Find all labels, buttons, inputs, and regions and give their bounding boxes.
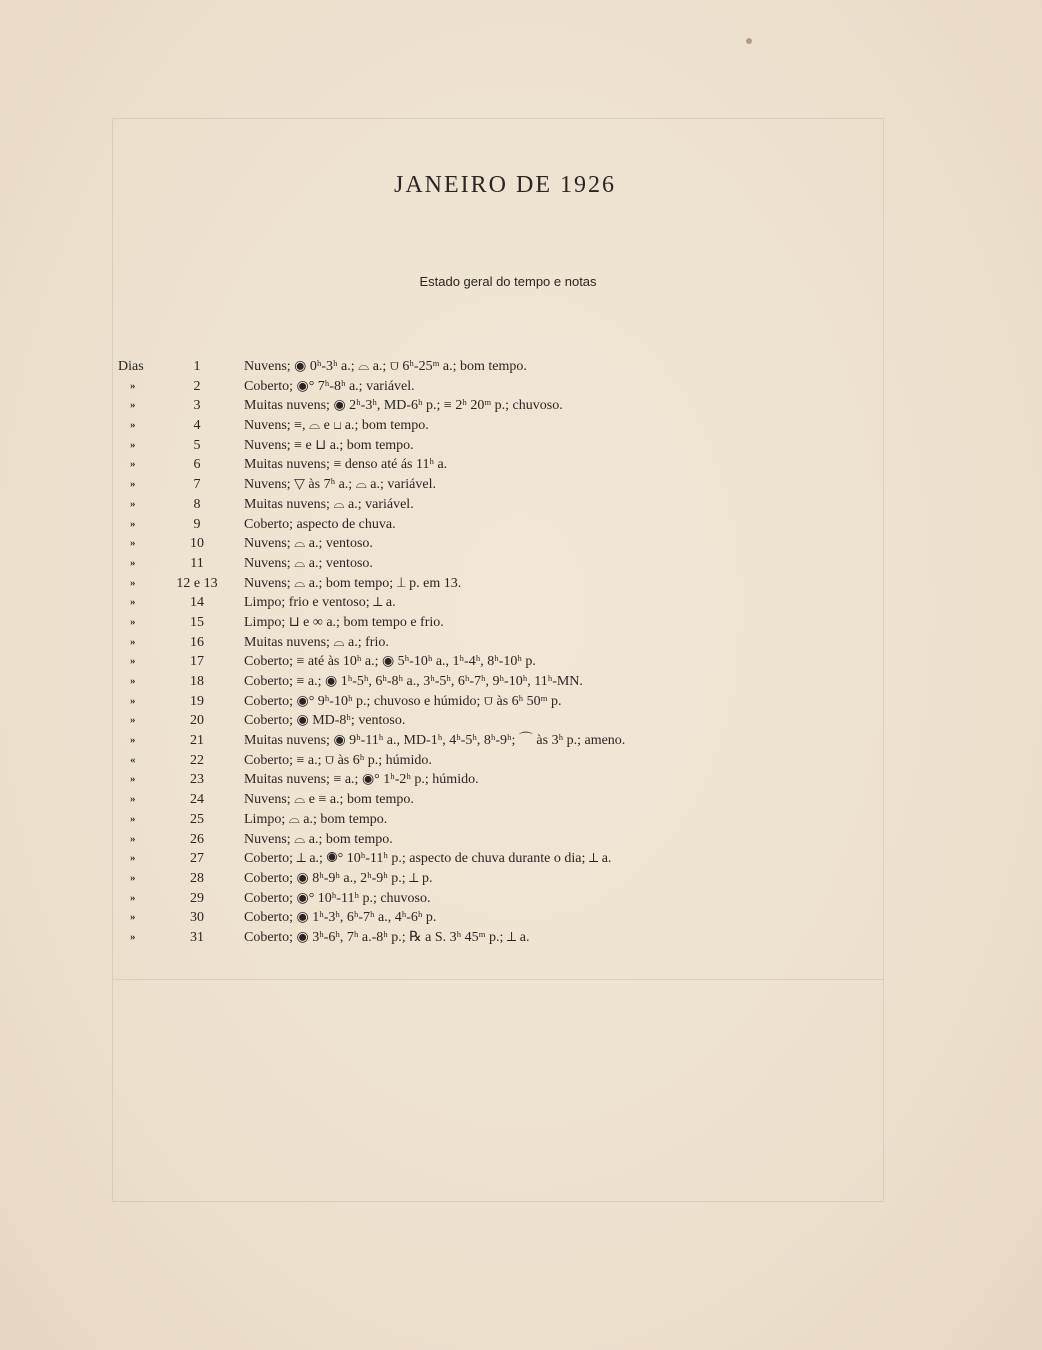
weather-note: Coberto; ◉° 9ʰ-10ʰ p.; chuvoso e húmido; ⩌ às 6ʰ 50ᵐ p. <box>244 693 562 709</box>
ditto-mark: » <box>130 675 136 687</box>
weather-note: Muitas nuvens; ◉ 2ʰ-3ʰ, MD-6ʰ p.; ≡ 2ʰ 20ᵐ p.; chuvoso. <box>244 398 563 414</box>
table-row <box>0 770 1042 790</box>
table-row <box>0 928 1042 948</box>
weather-note: Coberto; ◉° 7ʰ-8ʰ a.; variável. <box>244 378 415 394</box>
weather-note: Coberto; ≡ a.; ◉ 1ʰ-5ʰ, 6ʰ-8ʰ a., 3ʰ-5ʰ, 6ʰ-7ʰ, 9ʰ-10ʰ, 11ʰ-MN. <box>244 674 583 689</box>
ditto-mark: » <box>130 576 136 589</box>
day-number: 19 <box>190 693 204 709</box>
weather-note: Nuvens; ≡ e ⊔ a.; bom tempo. <box>244 437 414 453</box>
table-row <box>0 436 1042 456</box>
table-row <box>0 731 1042 751</box>
ditto-mark: » <box>130 635 136 648</box>
ditto-mark: » <box>130 596 136 609</box>
weather-note: Coberto; ◉ MD-8ʰ; ventoso. <box>244 713 406 729</box>
ditto-mark: » <box>130 458 136 471</box>
section-subtitle: Estado geral do tempo e notas <box>419 274 597 289</box>
ditto-mark: » <box>130 734 136 747</box>
table-row <box>0 672 1042 692</box>
weather-note: Coberto; aspecto de chuva. <box>244 516 396 532</box>
table-row <box>0 692 1042 712</box>
table-row <box>0 495 1042 515</box>
ditto-mark: » <box>130 930 136 943</box>
ditto-mark: » <box>130 615 136 628</box>
day-number: 20 <box>190 713 204 729</box>
weather-note: Coberto; ⟂ a.; ◉° 10ʰ-11ʰ p.; aspecto de chuva durante o dia; ⟂ a. <box>244 851 612 867</box>
ditto-mark: « <box>130 753 136 766</box>
ditto-mark: » <box>130 852 136 865</box>
table-row <box>0 849 1042 869</box>
table-row <box>0 869 1042 889</box>
table-row <box>0 416 1042 436</box>
weather-note: Limpo; frio e ventoso; ⟂ a. <box>244 595 396 611</box>
table-row <box>0 908 1042 928</box>
ditto-mark: » <box>130 655 136 668</box>
table-row <box>0 633 1042 653</box>
weather-note: Muitas nuvens; ≡ denso até ás 11ʰ a. <box>244 457 448 473</box>
weather-note: Muitas nuvens; ⌓ a.; variável. <box>244 496 414 512</box>
table-row <box>0 593 1042 613</box>
ditto-mark: » <box>130 832 136 845</box>
table-row <box>0 613 1042 633</box>
ditto-mark: » <box>130 478 136 491</box>
entries-list <box>0 357 1042 948</box>
day-number: 14 <box>190 595 204 611</box>
day-number: 21 <box>190 733 204 749</box>
day-number: 29 <box>190 890 204 906</box>
table-row <box>0 751 1042 771</box>
table-row <box>0 396 1042 416</box>
ditto-mark: » <box>130 399 136 412</box>
table-row <box>0 515 1042 535</box>
day-number: 9 <box>193 516 201 532</box>
ditto-mark: » <box>130 419 136 432</box>
day-number: 10 <box>190 536 204 552</box>
day-number: 15 <box>190 614 204 630</box>
table-row <box>0 475 1042 495</box>
day-number: 30 <box>190 910 204 926</box>
day-number: 16 <box>190 634 204 650</box>
table-row <box>0 889 1042 909</box>
ditto-mark: » <box>130 517 136 530</box>
weather-note: Limpo; ⊔ e ∞ a.; bom tempo e frio. <box>244 614 444 630</box>
weather-note: Nuvens; ⌓ a.; ventoso. <box>244 555 373 571</box>
day-number: 28 <box>190 870 204 886</box>
weather-note: Muitas nuvens; ⌓ a.; frio. <box>244 634 389 650</box>
ditto-mark: » <box>130 537 136 550</box>
ditto-mark: » <box>130 379 136 392</box>
ditto-mark: » <box>130 773 136 786</box>
table-row <box>0 534 1042 554</box>
day-number: 26 <box>190 831 204 847</box>
ditto-mark: » <box>130 891 136 904</box>
day-number: 24 <box>190 792 204 808</box>
dias-label: Dias <box>118 359 144 374</box>
day-number: 6 <box>193 457 201 473</box>
weather-note: Muitas nuvens; ≡ a.; ◉° 1ʰ-2ʰ p.; húmido. <box>244 772 479 788</box>
weather-note: Nuvens; ≡, ⌓ e ⊔ a.; bom tempo. <box>244 418 429 434</box>
table-row <box>0 711 1042 731</box>
weather-note: Coberto; ◉° 10ʰ-11ʰ p.; chuvoso. <box>244 890 431 906</box>
weather-note: Nuvens; ⌓ a.; bom tempo; ⟂ p. em 13. <box>244 575 462 591</box>
day-number: 1 <box>193 359 201 374</box>
day-number: 25 <box>190 811 204 827</box>
ditto-mark: » <box>130 497 136 510</box>
day-number: 11 <box>190 555 204 571</box>
page-title: JANEIRO DE 1926 <box>394 172 616 198</box>
ditto-mark: » <box>130 694 136 707</box>
paper-spot <box>746 38 752 44</box>
day-number: 8 <box>193 496 201 512</box>
table-row <box>0 790 1042 810</box>
day-number: 4 <box>193 418 201 434</box>
ditto-mark: » <box>130 556 136 569</box>
ditto-mark: » <box>130 438 136 451</box>
day-number: 12 e 13 <box>176 575 218 591</box>
ditto-mark: » <box>130 793 136 806</box>
weather-note: Nuvens; ◉ 0ʰ-3ʰ a.; ⌓ a.; ⩌ 6ʰ-25ᵐ a.; bom tempo. <box>244 359 527 374</box>
table-row <box>0 554 1042 574</box>
day-number: 18 <box>190 674 204 689</box>
ditto-mark: » <box>130 812 136 825</box>
weather-note: Coberto; ◉ 8ʰ-9ʰ a., 2ʰ-9ʰ p.; ⟂ p. <box>244 870 433 886</box>
table-row <box>0 810 1042 830</box>
table-row <box>0 377 1042 397</box>
day-number: 2 <box>193 378 201 394</box>
ditto-mark: » <box>130 871 136 884</box>
ditto-mark: » <box>130 911 136 924</box>
weather-note: Coberto; ◉ 1ʰ-3ʰ, 6ʰ-7ʰ a., 4ʰ-6ʰ p. <box>244 910 437 926</box>
weather-note: Nuvens; ⌓ a.; bom tempo. <box>244 831 393 847</box>
day-number: 31 <box>190 929 204 945</box>
weather-note: Coberto; ≡ a.; ⩌ às 6ʰ p.; húmido. <box>244 752 432 768</box>
weather-note: Nuvens; ▽ às 7ʰ a.; ⌓ a.; variável. <box>244 477 436 493</box>
weather-note: Muitas nuvens; ◉ 9ʰ-11ʰ a., MD-1ʰ, 4ʰ-5ʰ, 8ʰ-9ʰ; ⌒ às 3ʰ p.; ameno. <box>244 733 626 749</box>
table-row <box>0 357 1042 377</box>
day-number: 23 <box>190 772 204 788</box>
day-number: 5 <box>193 437 201 453</box>
weather-note: Nuvens; ⌓ e ≡ a.; bom tempo. <box>244 792 414 808</box>
table-row <box>0 574 1042 594</box>
day-number: 22 <box>190 752 204 768</box>
weather-note: Nuvens; ⌓ a.; ventoso. <box>244 536 373 552</box>
weather-note: Coberto; ◉ 3ʰ-6ʰ, 7ʰ a.-8ʰ p.; ℞ a S. 3ʰ 45ᵐ p.; ⟂ a. <box>244 929 530 945</box>
table-row <box>0 830 1042 850</box>
weather-note: Coberto; ≡ até às 10ʰ a.; ◉ 5ʰ-10ʰ a., 1ʰ-4ʰ, 8ʰ-10ʰ p. <box>244 654 536 670</box>
day-number: 7 <box>193 477 201 493</box>
weather-note: Limpo; ⌓ a.; bom tempo. <box>244 811 388 827</box>
table-row <box>0 652 1042 672</box>
day-number: 3 <box>193 398 201 414</box>
day-number: 27 <box>190 851 204 867</box>
ditto-mark: » <box>130 714 136 727</box>
table-row <box>0 455 1042 475</box>
day-number: 17 <box>190 654 204 670</box>
